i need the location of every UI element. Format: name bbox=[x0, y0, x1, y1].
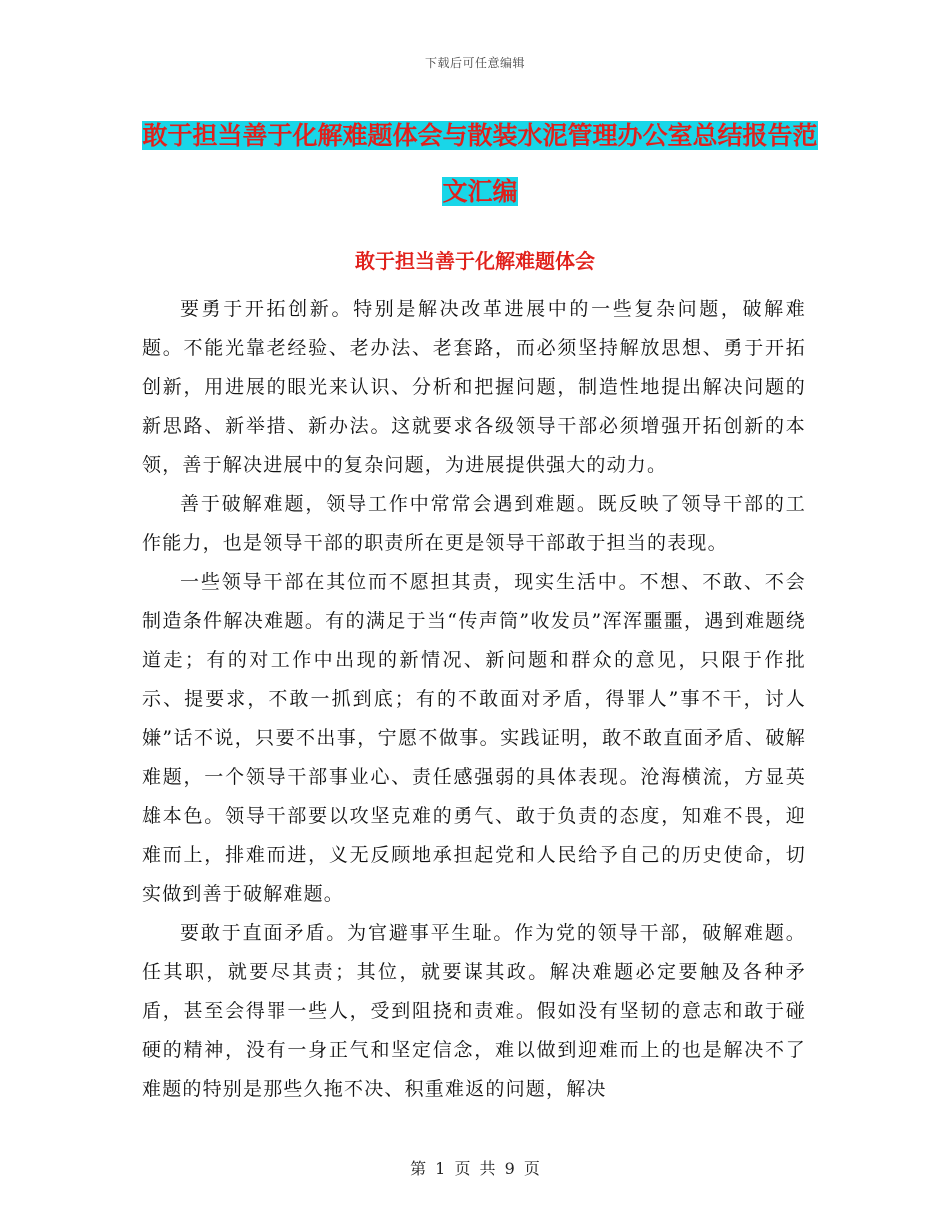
document-title bbox=[140, 108, 820, 220]
document-body bbox=[142, 290, 806, 1109]
page-header-note: 下载后可任意编辑 bbox=[424, 56, 525, 70]
document-title-text: 敢于担当善于化解难题体会与散装水泥管理办公室总结报告范文汇编 bbox=[142, 121, 818, 206]
paragraph: 要勇于开拓创新。特别是解决改革进展中的一些复杂问题，破解难题。不能光靠老经验、老办法、老套路，而必须坚持解放思想、勇于开拓创新，用进展的眼光来认识、分析和把握问题，制造性地提出解决问题的新思路、新举措、新办法。这就要求各级领导干部必须增强开拓创新的本领，善于解决进展中的复杂问题，为进展提供强大的动力。 bbox=[142, 298, 806, 476]
paragraph: 一些领导干部在其位而不愿担其责，现实生活中。不想、不敢、不会制造条件解决难题。有的满足于当“传声筒”收发员”浑浑噩噩，遇到难题绕道走；有的对工作中出现的新情况、新问题和群众的意见，只限于作批示、提要求，不敢一抓到底；有的不敢面对矛盾，得罪人”事不干，讨人嫌”话不说，只要不出事，宁愿不做事。实践证明，敢不敢直面矛盾、破解难题，一个领导干部事业心、责任感强弱的具体表现。沧海横流，方显英雄本色。领导干部要以攻坚克难的勇气、敢于负责的态度，知难不畏，迎难而上，排难而进，义无反顾地承担起党和人民给予自己的历史使命，切实做到善于破解难题。 bbox=[142, 571, 806, 905]
paragraph: 善于破解难题，领导工作中常常会遇到难题。既反映了领导干部的工作能力，也是领导干部的职责所在更是领导干部敢于担当的表现。 bbox=[142, 493, 806, 554]
paragraph: 要敢于直面矛盾。为官避事平生耻。作为党的领导干部，破解难题。任其职，就要尽其责；其位，就要谋其政。解决难题必定要触及各种矛盾，甚至会得罪一些人，受到阻挠和责难。假如没有坚韧的意志和敢于碰硬的精神，没有一身正气和坚定信念，难以做到迎难而上的也是解决不了难题的特别是那些久拖不决、积重难返的问题，解决 bbox=[142, 922, 806, 1100]
page-number: 第 1 页 共 9 页 bbox=[410, 1159, 540, 1178]
section-title: 敢于担当善于化解难题体会 bbox=[355, 249, 595, 273]
